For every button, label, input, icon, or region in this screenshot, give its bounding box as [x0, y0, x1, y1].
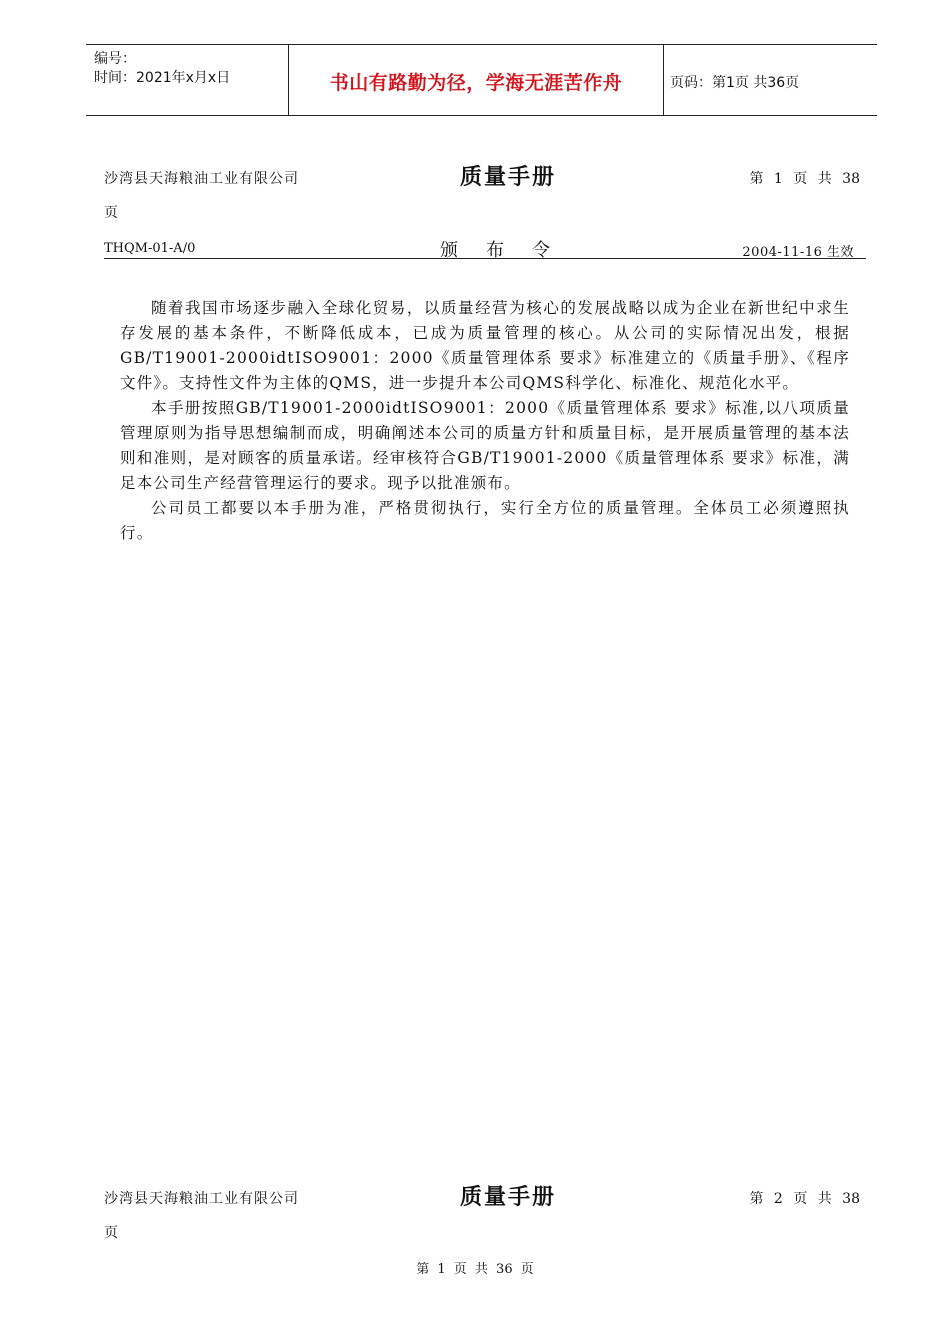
page-indicator-continuation: 页 [104, 205, 118, 221]
page-indicator-continuation: 页 [104, 1225, 118, 1241]
document-subheader [104, 236, 866, 259]
document-title: 颁布令 [440, 240, 578, 261]
effective-date: 2004-11-16 生效 [742, 245, 854, 260]
document-body [120, 296, 850, 546]
page-footer: 第 1 页 共 36 页 [416, 1262, 534, 1277]
body-paragraph: 公司员工都要以本手册为准，严格贯彻执行，实行全方位的质量管理。全体员工必须遵照执行。 [120, 499, 850, 542]
banner-page-cell [662, 45, 877, 115]
body-paragraph: 随着我国市场逐步融入全球化贸易，以质量经营为核心的发展战略以成为企业在新世纪中求生存发展的基本条件，不断降低成本，已成为质量管理的核心。从公司的实际情况出发，根据GB/T19001-2000idtISO9001：2000《质量管理体系 要求》标准建立的《质量手册》、《程序文件》。支持性文件为主体的QMS，进一步提升本公司QMS科学化、标准化、规范化水平。 [120, 299, 850, 392]
banner-meta-cell [86, 45, 288, 115]
manual-title: 质量手册 [460, 1185, 557, 1210]
page-indicator: 第 1 页 共 38 [749, 171, 860, 187]
banner-motto-cell [288, 45, 664, 115]
body-paragraph: 本手册按照GB/T19001-2000idtISO9001：2000《质量管理体系 要求》标准,以八项质量管理原则为指导思想编制而成，明确阐述本公司的质量方针和质量目标，是开展质量管理的基本法则和准则，是对顾客的质量承诺。经审核符合GB/T19001-2000《质量管理体系 要求》标准，满足本公司生产经营管理运行的要求。现予以批准颁布。 [120, 399, 850, 492]
company-name: 沙湾县天海粮油工业有限公司 [104, 1191, 299, 1207]
company-name: 沙湾县天海粮油工业有限公司 [104, 171, 299, 187]
document-number: THQM-01-A/0 [104, 241, 196, 256]
banner-page-code: 页码：第1页 共36页 [670, 75, 800, 91]
document-banner [86, 44, 877, 116]
page-indicator: 第 2 页 共 38 [749, 1191, 860, 1207]
manual-title: 质量手册 [460, 165, 557, 190]
document-code-label: 编号： [94, 51, 136, 67]
document-time-label: 时间：2021年x月x日 [94, 70, 231, 86]
banner-motto: 书山有路勤为径，学海无涯苦作舟 [329, 72, 623, 94]
